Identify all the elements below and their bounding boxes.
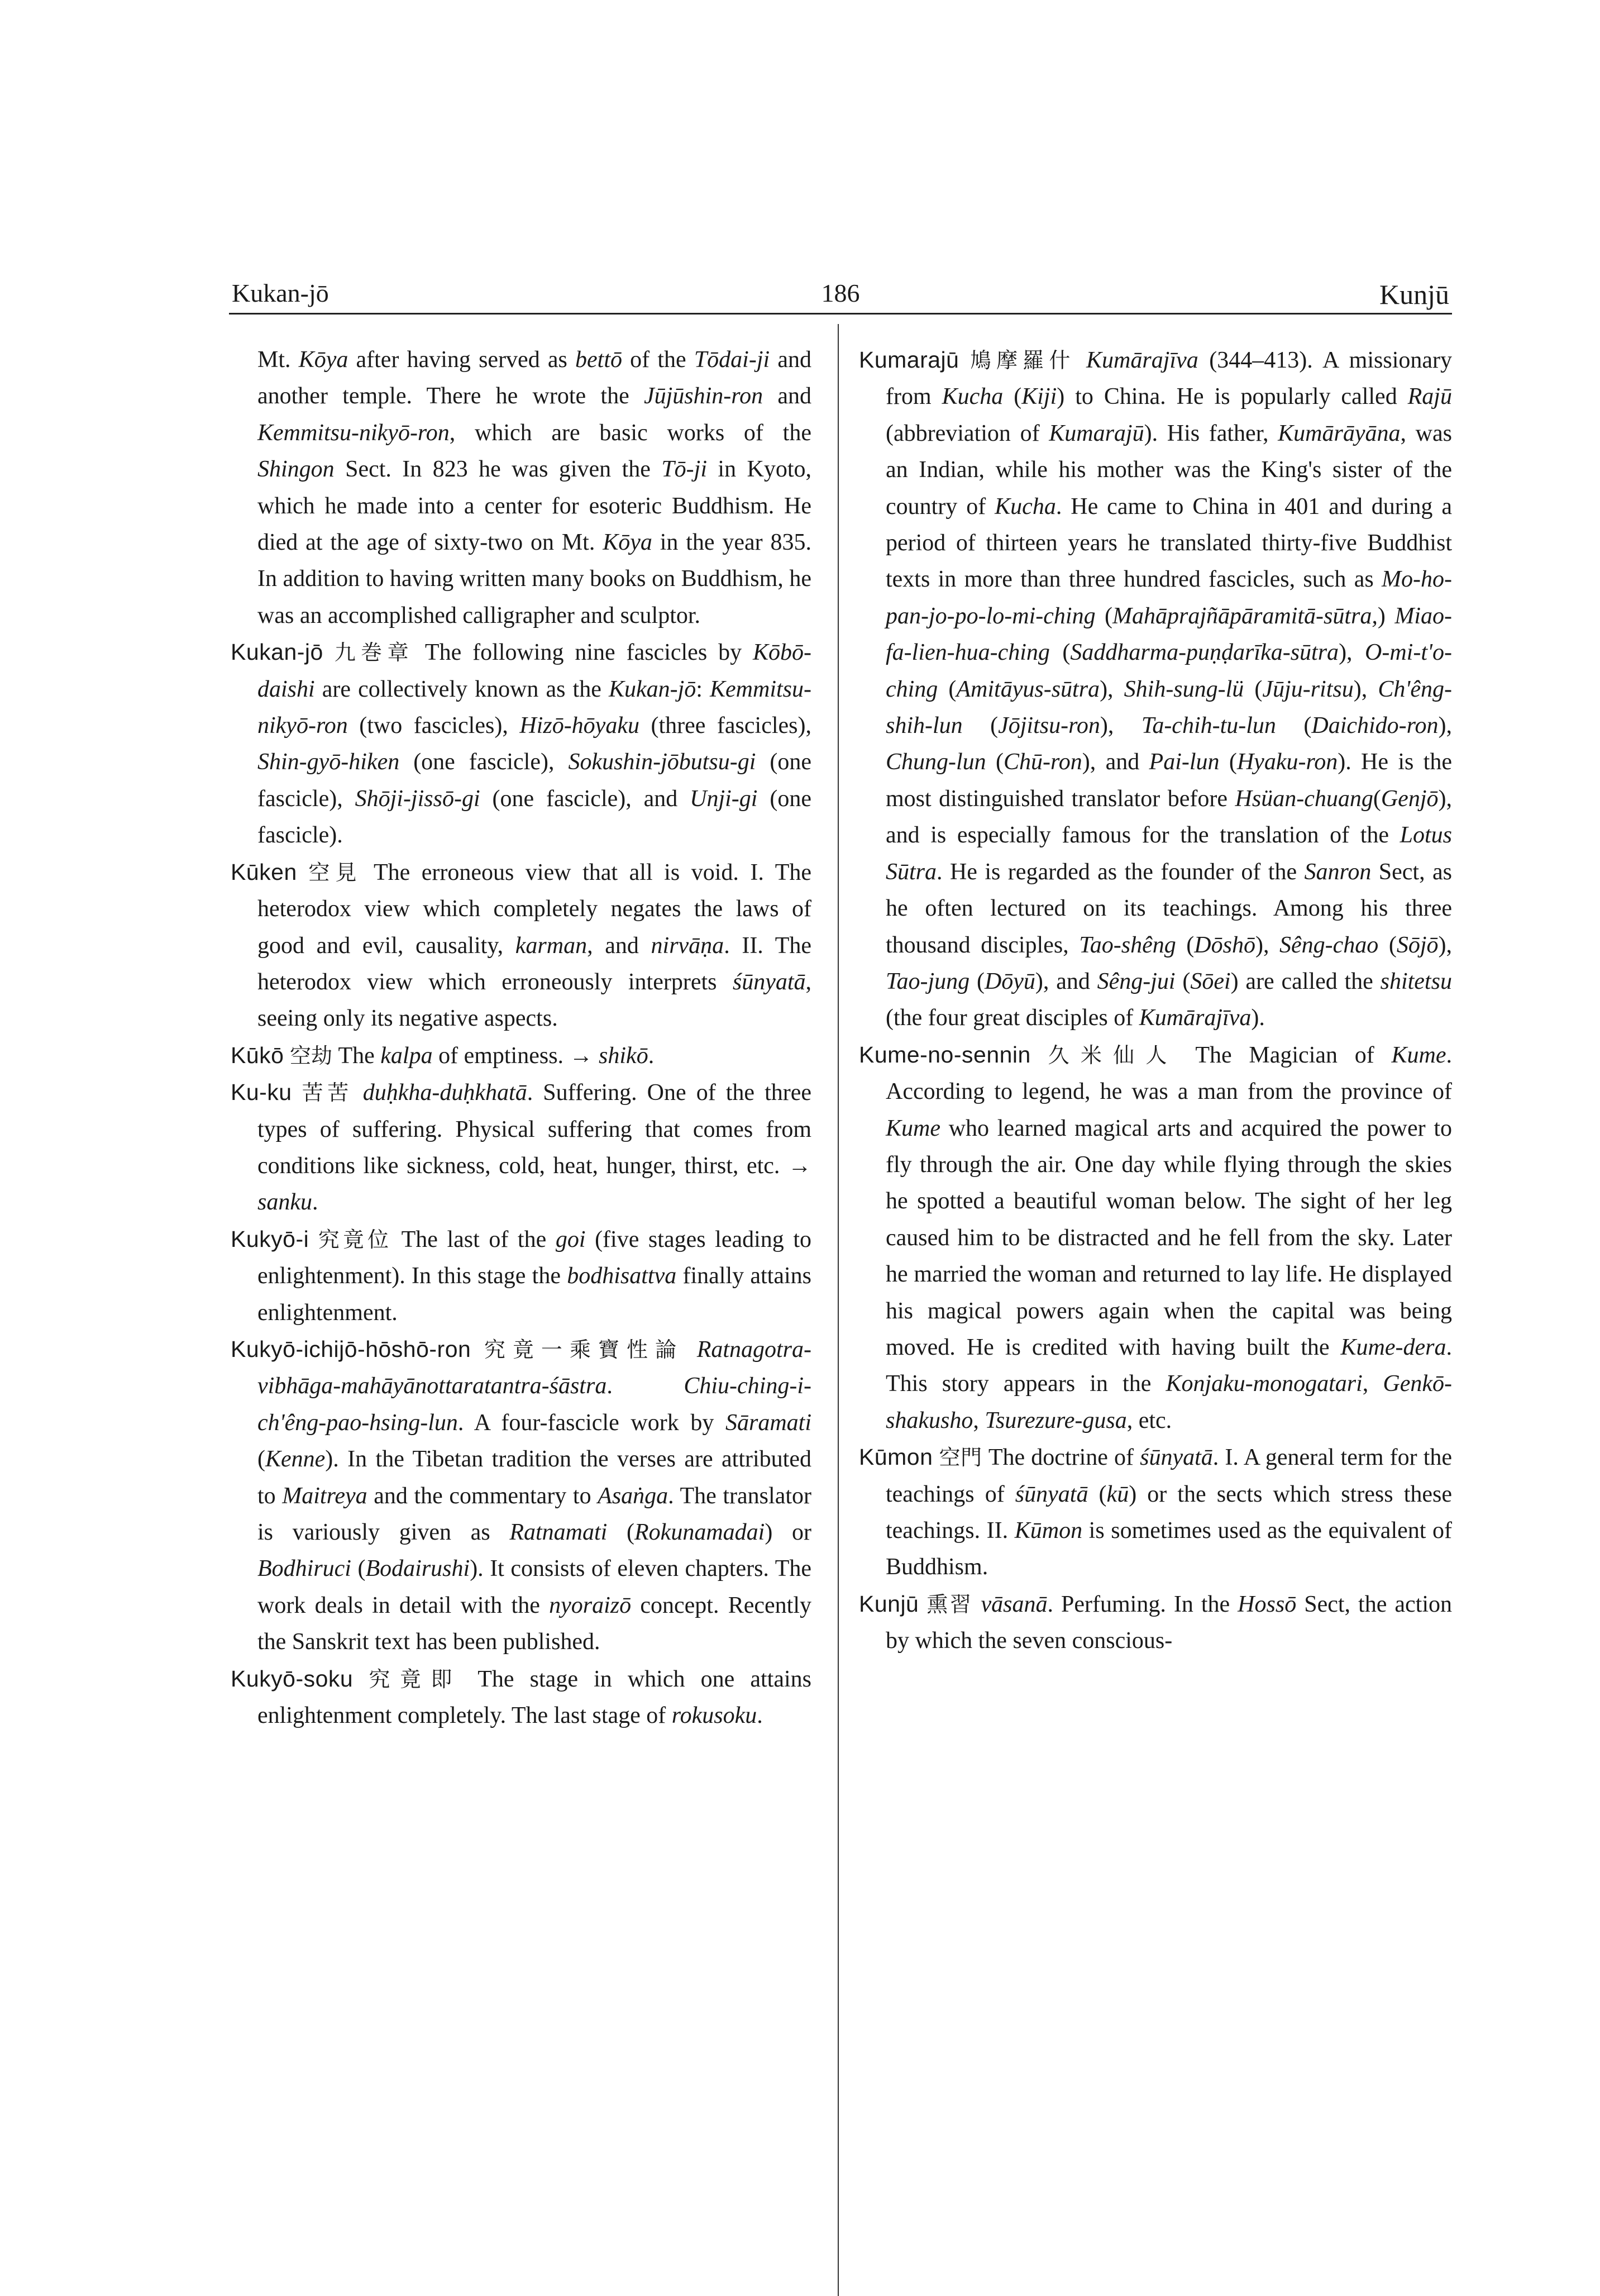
kanji: 九巻章	[334, 640, 414, 665]
kanji: 空劫	[289, 1043, 332, 1068]
left-column	[231, 342, 811, 1734]
headword: Kukyō-ichijō-hōshō-ron	[231, 1336, 471, 1362]
kanji: 鳩摩羅什	[970, 348, 1076, 373]
headword: Kūmon	[859, 1444, 933, 1470]
headword: Kume-no-sennin	[859, 1041, 1031, 1068]
page-number: 186	[821, 279, 860, 307]
entry-kukyo-soku: Kukyō-soku 究竟即 The stage in which one attains enlightenment completely. The last stage of rokusoku.	[231, 1665, 811, 1729]
headword: Kukyō-i	[231, 1226, 309, 1252]
entry-kuko: Kūkō 空劫 The kalpa of emptiness. → shikō.	[231, 1042, 655, 1069]
running-head-right: Kunjū	[1379, 279, 1449, 310]
entry-kobo-daishi-continued: Mt. Kōya after having served as bettō of the Tōdai-ji and another temple. There he wrote the Jūjūshin-ron and Kemmitsu-nikyō-ron, which are basic works of the Shingon Sect. In 823 he was given the Tō-ji in Kyoto, which he made into a center for esoteric Buddhism. He died at the age of sixty-two on Mt. Kōya in the year 835. In addition to having written many books on Buddhism, he was an accomplished calligrapher and sculptor.	[257, 347, 811, 628]
entry-kunju: Kunjū 熏習 vāsanā. Perfuming. In the Hossō Sect, the action by which the seven conscious-	[859, 1590, 1453, 1654]
header-rule	[229, 313, 1452, 315]
headword: Ku-ku	[231, 1079, 292, 1106]
kanji: 空門	[939, 1445, 982, 1470]
kanji: 究竟位	[318, 1227, 393, 1252]
entry-kukyo-i: Kukyō-i 究竟位 The last of the goi (five stages leading to enlightenment). In this stage the bodhisattva finally attains enlightenment.	[231, 1226, 812, 1326]
headword: Kukyō-soku	[231, 1665, 354, 1692]
kanji: 熏習	[926, 1592, 973, 1617]
kanji: 久米仙人	[1048, 1042, 1178, 1068]
entry-kumon: Kūmon 空門 The doctrine of śūnyatā. I. A general term for the teachings of śūnyatā (kū) or the sects which stress these teachings. II. Kūmon is sometimes used as the equivalent of Buddhism.	[859, 1444, 1453, 1580]
entry-kukan-jo: Kukan-jō 九巻章 The following nine fascicles by Kōbō-daishi are collectively known as the Kukan-jō: Kemmitsu-nikyō-ron (two fascicles), Hizō-hōyaku (three fascicles), Shin-gyō-hiken (one fascicle), Sokushin-jōbutsu-gi (one fascicle), Shōji-jissō-gi (one fascicle), and Unji-gi (one fascicle).	[231, 639, 812, 849]
kanji: 究竟一乘寶性論	[484, 1337, 684, 1362]
entry-kume-no-sennin: Kume-no-sennin 久米仙人 The Magician of Kume. According to legend, he was a man from the province of Kume who learned magical arts and acquired the power to fly through the air. One day while flying through the skies he spotted a beautiful woman below. The sight of her leg caused him to be distracted and he fell from the sky. Later he married the woman and returned to lay life. He displayed his magical powers again when the capital was being moved. He is credited with having built the Kume-dera. This story appears in the Konjaku-monogatari, Genkō-shakusho, Tsurezure-gusa, etc.	[859, 1041, 1452, 1433]
kanji: 究竟即	[369, 1666, 462, 1692]
entry-ku-ku: Ku-ku 苦苦 duḥkha-duḥkhatā. Suffering. One of the three types of suffering. Physical suffering that comes from conditions like sickness, cold, heat, hunger, thirst, etc. → sanku.	[231, 1079, 812, 1216]
kanji: 空見	[308, 860, 362, 885]
headword: Kumarajū	[859, 347, 959, 373]
entry-kuken: Kūken 空見 The erroneous view that all is void. I. The heterodox view which completely negates the laws of good and evil, causality, karman, and nirvāṇa. II. The heterodox view which erroneously interprets śūnyatā, seeing only its negative aspects.	[231, 859, 811, 1032]
headword: Kunjū	[859, 1590, 919, 1617]
kanji: 苦苦	[302, 1080, 353, 1106]
entry-kumaraju: Kumarajū 鳩摩羅什 Kumārajīva (344–413). A missionary from Kucha (Kiji) to China. He is popularly called Rajū (abbreviation of Kumarajū). His father, Kumārāyāna, was an Indian, while his mother was the King's sister of the country of Kucha. He came to China in 401 and during a period of thirteen years he translated thirty-five Buddhist texts in more than three hundred fascicles, such as Mo-ho-pan-jo-po-lo-mi-ching (Mahāprajñāpāramitā-sūtra,) Miao-fa-lien-hua-ching (Saddharma-puṇḍarīka-sūtra), O-mi-t'o-ching (Amitāyus-sūtra), Shih-sung-lü (Jūju-ritsu), Ch'êng-shih-lun (Jōjitsu-ron), Ta-chih-tu-lun (Daichido-ron), Chung-lun (Chū-ron), and Pai-lun (Hyaku-ron). He is the most distinguished translator before Hsüan-chuang(Genjō), and is especially famous for the translation of the Lotus Sūtra. He is regarded as the founder of the Sanron Sect, as he often lectured on its teachings. Among his three thousand disciples, Tao-shêng (Dōshō), Sêng-chao (Sōjō), Tao-jung (Dōyū), and Sêng-jui (Sōei) are called the shitetsu (the four great disciples of Kumārajīva).	[859, 347, 1453, 1031]
column-divider	[838, 324, 839, 2296]
entry-kukyo-ichijo-hosho-ron: Kukyō-ichijō-hōshō-ron 究竟一乘寶性論 Ratnagotra-vibhāga-mahāyānottaratantra-śāstra. Chiu-ching-i-ch'êng-pao-hsing-lun. A four-fascicle work by Sāramati (Kenne). In the Tibetan tradition the verses are attributed to Maitreya and the commentary to Asaṅga. The translator is variously given as Ratnamati (Rokunamadai) or Bodhiruci (Bodairushi). It consists of eleven chapters. The work deals in detail with the nyoraizō concept. Recently the Sanskrit text has been published.	[231, 1336, 812, 1655]
headword: Kūken	[231, 859, 297, 885]
right-column	[859, 342, 1452, 1660]
running-head-left: Kukan-jō	[232, 279, 329, 307]
running-head	[232, 278, 1449, 317]
headword: Kūkō	[231, 1042, 284, 1068]
headword: Kukan-jō	[231, 639, 323, 665]
